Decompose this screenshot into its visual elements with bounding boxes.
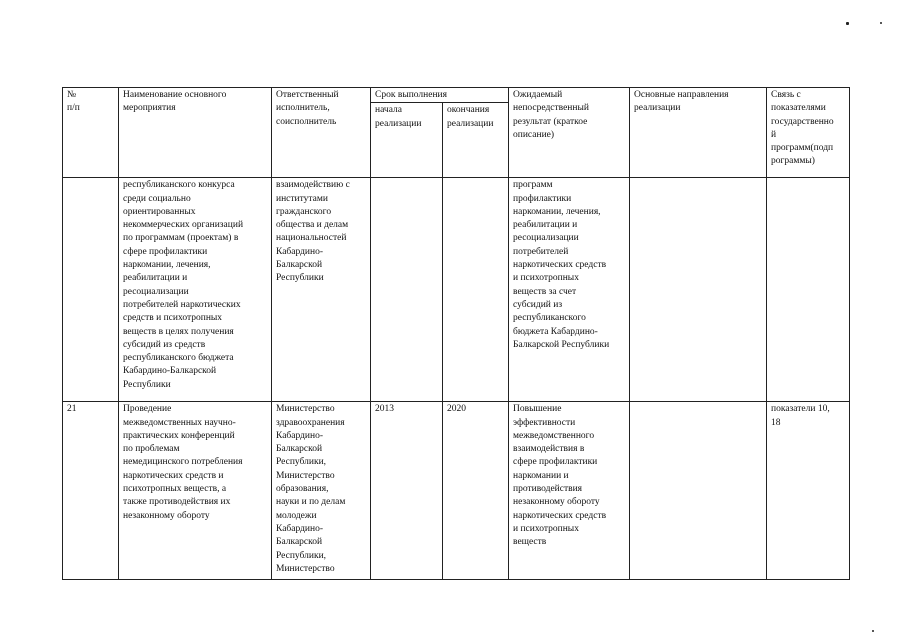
cell-end: 2020 — [443, 402, 509, 580]
header-row — [63, 88, 850, 103]
cell-directions — [630, 178, 767, 402]
header-term: Срок выполнения — [371, 88, 509, 103]
scan-speck — [872, 630, 874, 632]
cell-start: 2013 — [371, 402, 443, 580]
table-row — [63, 178, 850, 402]
header-result: Ожидаемый непосредственный результат (краткое описание) — [509, 88, 630, 178]
cell-number — [63, 178, 119, 402]
cell-executor: взаимодействию с институтами гражданского общества и делам национальностей Кабардино- Балкарской Республики — [272, 178, 371, 402]
cell-link: показатели 10, 18 — [767, 402, 850, 580]
scan-speck — [880, 22, 882, 24]
cell-name: Проведение межведомственных научно- практических конференций по проблемам немедицинского потребления наркотических средств и психотропных веществ, а также противодействия их незаконному обороту — [119, 402, 272, 580]
table-row — [63, 402, 850, 580]
header-executor: Ответственный исполнитель, соисполнитель — [272, 88, 371, 178]
header-name: Наименование основного мероприятия — [119, 88, 272, 178]
header-directions: Основные направления реализации — [630, 88, 767, 178]
cell-number: 21 — [63, 402, 119, 580]
cell-link — [767, 178, 850, 402]
cell-name: республиканского конкурса среди социально ориентированных некоммерческих организаций по программам (проектам) в сфере профилактики наркомании, лечения, реабилитации и ресоциализации потребителей наркотических средств и психотропных веществ в целях получения субсидий из средств республиканского бюджета Кабардино-Балкарской Республики — [119, 178, 272, 402]
cell-end — [443, 178, 509, 402]
cell-directions — [630, 402, 767, 580]
header-link: Связь с показателями государственно й программ(подп рограммы) — [767, 88, 850, 178]
cell-result: программ профилактики наркомании, лечения, реабилитации и ресоциализации потребителей наркотических средств и психотропных веществ за счет субсидий из республиканского бюджета Кабардино- Балкарской Республики — [509, 178, 630, 402]
cell-result: Повышение эффективности межведомственного взаимодействия в сфере профилактики наркомании и противодействия незаконному обороту наркотических средств и психотропных веществ — [509, 402, 630, 580]
header-number: № п/п — [63, 88, 119, 178]
header-end: окончания реализации — [443, 103, 509, 178]
cell-executor: Министерство здравоохранения Кабардино- Балкарской Республики, Министерство образования, науки и по делам молодежи Кабардино- Балкарской Республики, Министерство — [272, 402, 371, 580]
header-start: начала реализации — [371, 103, 443, 178]
scan-speck — [846, 22, 849, 25]
program-table — [62, 87, 850, 580]
cell-start — [371, 178, 443, 402]
